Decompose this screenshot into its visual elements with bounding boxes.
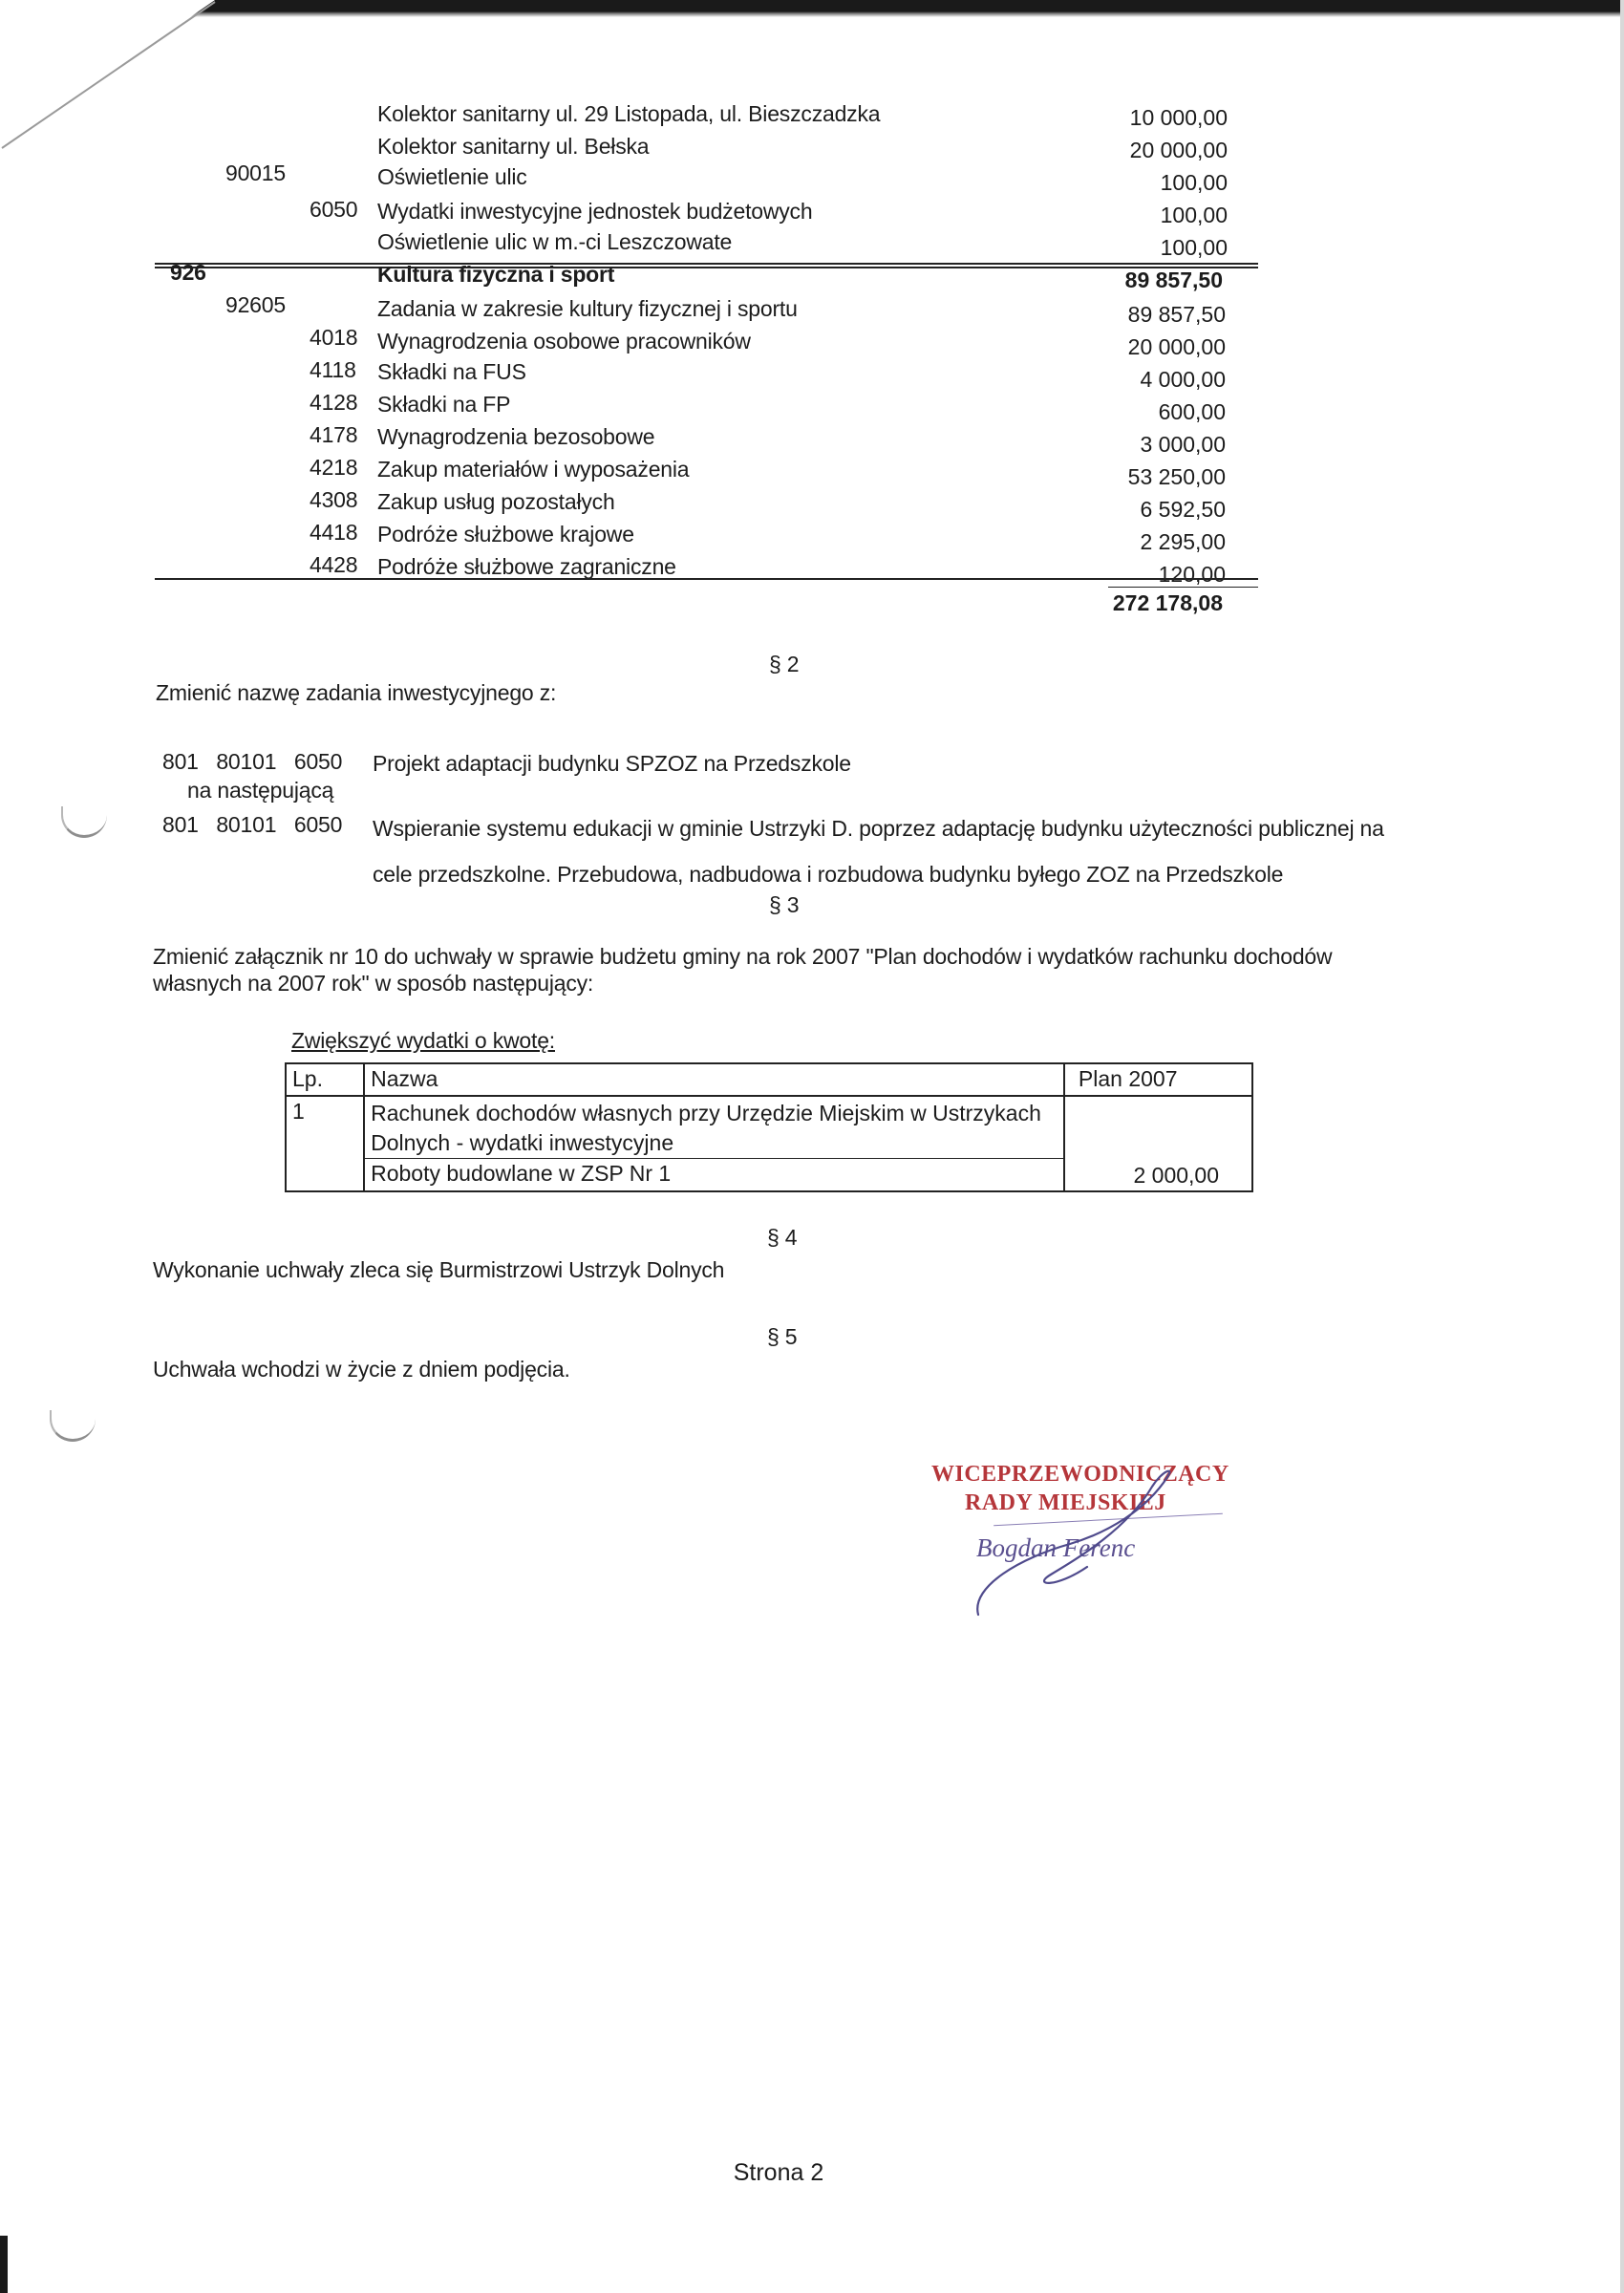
budget-row-amount: 53 250,00 xyxy=(1127,464,1226,489)
row-name-line: Roboty budowlane w ZSP Nr 1 xyxy=(365,1158,1063,1189)
budget-row-name: Składki na FP xyxy=(377,392,511,417)
budget-row-dzial: 926 xyxy=(170,260,206,285)
budget-row-name: Oświetlenie ulic xyxy=(377,164,527,189)
budget-row-paragraf: 4118 xyxy=(310,357,356,382)
budget-row-amount: 100,00 xyxy=(1160,170,1228,195)
divider xyxy=(155,263,1258,265)
section-heading: § 2 xyxy=(769,652,800,676)
row-plan: 2 000,00 xyxy=(1064,1096,1252,1191)
budget-row-amount: 89 857,50 xyxy=(1124,268,1223,292)
budget-row-name: Zadania w zakresie kultury fizycznej i sportu xyxy=(377,296,798,321)
section-text: Zmienić załącznik nr 10 do uchwały w sprawie budżetu gminy na rok 2007 "Plan dochodów i wydatków rachunku dochodów xyxy=(153,944,1333,969)
row-name-line: Dolnych - wydatki inwestycyjne xyxy=(371,1130,674,1155)
stamp-title: WICEPRZEWODNICZĄCY xyxy=(931,1462,1229,1487)
budget-row-name: Zakup materiałów i wyposażenia xyxy=(377,457,690,482)
budget-row-paragraf: 4178 xyxy=(310,422,358,447)
budget-row-paragraf: 6050 xyxy=(310,197,358,222)
divider xyxy=(155,578,1258,580)
scan-edge-left xyxy=(0,2236,8,2293)
budget-row-paragraf: 4018 xyxy=(310,325,358,350)
budget-row-name: Kultura fizyczna i sport xyxy=(377,262,615,287)
budget-row-amount: 100,00 xyxy=(1160,203,1228,227)
scan-edge-top xyxy=(162,0,1624,17)
punch-hole xyxy=(50,1410,96,1442)
section-text: na następującą xyxy=(187,778,334,803)
budget-row-amount: 10 000,00 xyxy=(1129,105,1228,130)
section-text: Wspieranie systemu edukacji w gminie Ustrzyki D. poprzez adaptację budynku użyteczności publicznej na xyxy=(373,816,1384,841)
budget-row-amount: 4 000,00 xyxy=(1140,367,1226,392)
budget-row-name: Zakup usług pozostałych xyxy=(377,489,615,514)
budget-row-rozdzial: 92605 xyxy=(225,292,286,317)
budget-row-rozdzial: 90015 xyxy=(225,161,286,185)
budget-row-paragraf: 4428 xyxy=(310,552,358,577)
budget-codes: 801 80101 6050 xyxy=(162,749,343,774)
budget-row-name: Podróże służbowe krajowe xyxy=(377,522,634,546)
punch-hole xyxy=(61,806,107,838)
budget-row-amount: 6 592,50 xyxy=(1140,497,1226,522)
section-heading: § 5 xyxy=(767,1324,798,1349)
budget-row-name: Składki na FUS xyxy=(377,359,526,384)
divider xyxy=(1108,587,1258,588)
folded-corner xyxy=(0,0,220,153)
stamp-subtitle: RADY MIEJSKIEJ xyxy=(965,1490,1166,1515)
table-row xyxy=(286,1096,1252,1191)
budget-row-paragraf: 4128 xyxy=(310,390,358,415)
budget-row-paragraf: 4418 xyxy=(310,520,358,545)
budget-row-amount: 3 000,00 xyxy=(1140,432,1226,457)
section-text: Projekt adaptacji budynku SPZOZ na Przedszkole xyxy=(373,751,851,776)
section-heading: § 4 xyxy=(767,1225,798,1250)
signature-icon xyxy=(965,1452,1213,1624)
section-text: Uchwała wchodzi w życie z dniem podjęcia. xyxy=(153,1357,570,1382)
budget-row-paragraf: 4218 xyxy=(310,455,358,480)
row-name xyxy=(364,1096,1064,1191)
budget-total: 272 178,08 xyxy=(1112,590,1223,615)
budget-row-name: Podróże służbowe zagraniczne xyxy=(377,554,676,579)
page-number: Strona 2 xyxy=(733,2159,824,2186)
column-header: Plan 2007 xyxy=(1064,1063,1252,1096)
budget-row-name: Wydatki inwestycyjne jednostek budżetowych xyxy=(377,199,813,224)
budget-row-amount: 2 295,00 xyxy=(1140,529,1226,554)
budget-row-name: Kolektor sanitarny ul. Bełska xyxy=(377,134,650,159)
budget-row-amount: 20 000,00 xyxy=(1127,334,1226,359)
attachment-table xyxy=(285,1062,1253,1192)
budget-row-name: Wynagrodzenia osobowe pracowników xyxy=(377,329,751,354)
budget-row-name: Kolektor sanitarny ul. 29 Listopada, ul. Bieszczadzka xyxy=(377,101,881,126)
row-lp: 1 xyxy=(286,1096,364,1191)
section-text: Wykonanie uchwały zleca się Burmistrzowi Ustrzyk Dolnych xyxy=(153,1257,725,1282)
budget-row-paragraf: 4308 xyxy=(310,487,358,512)
budget-row-amount: 20 000,00 xyxy=(1129,138,1228,162)
table-caption: Zwiększyć wydatki o kwotę: xyxy=(291,1028,555,1053)
table-header-row xyxy=(286,1063,1252,1096)
budget-row-amount: 120,00 xyxy=(1158,562,1226,587)
budget-row-amount: 600,00 xyxy=(1158,399,1226,424)
column-header: Nazwa xyxy=(364,1063,1064,1096)
section-text: Zmienić nazwę zadania inwestycyjnego z: xyxy=(156,680,557,705)
budget-row-amount: 100,00 xyxy=(1160,235,1228,260)
budget-codes: 801 80101 6050 xyxy=(162,812,343,837)
scan-edge-right xyxy=(1620,0,1624,2293)
column-header: Lp. xyxy=(286,1063,364,1096)
section-text: cele przedszkolne. Przebudowa, nadbudowa i rozbudowa budynku byłego ZOZ na Przedszkole xyxy=(373,862,1284,887)
budget-row-amount: 89 857,50 xyxy=(1127,302,1226,327)
row-name-line: Rachunek dochodów własnych przy Urzędzie Miejskim w Ustrzykach xyxy=(371,1101,1041,1125)
section-text: własnych na 2007 rok" w sposób następujący: xyxy=(153,971,594,996)
signatory-name: Bogdan Ferenc xyxy=(976,1533,1136,1562)
budget-row-name: Oświetlenie ulic w m.-ci Leszczowate xyxy=(377,229,733,254)
budget-row-name: Wynagrodzenia bezosobowe xyxy=(377,424,655,449)
section-heading: § 3 xyxy=(769,892,800,917)
